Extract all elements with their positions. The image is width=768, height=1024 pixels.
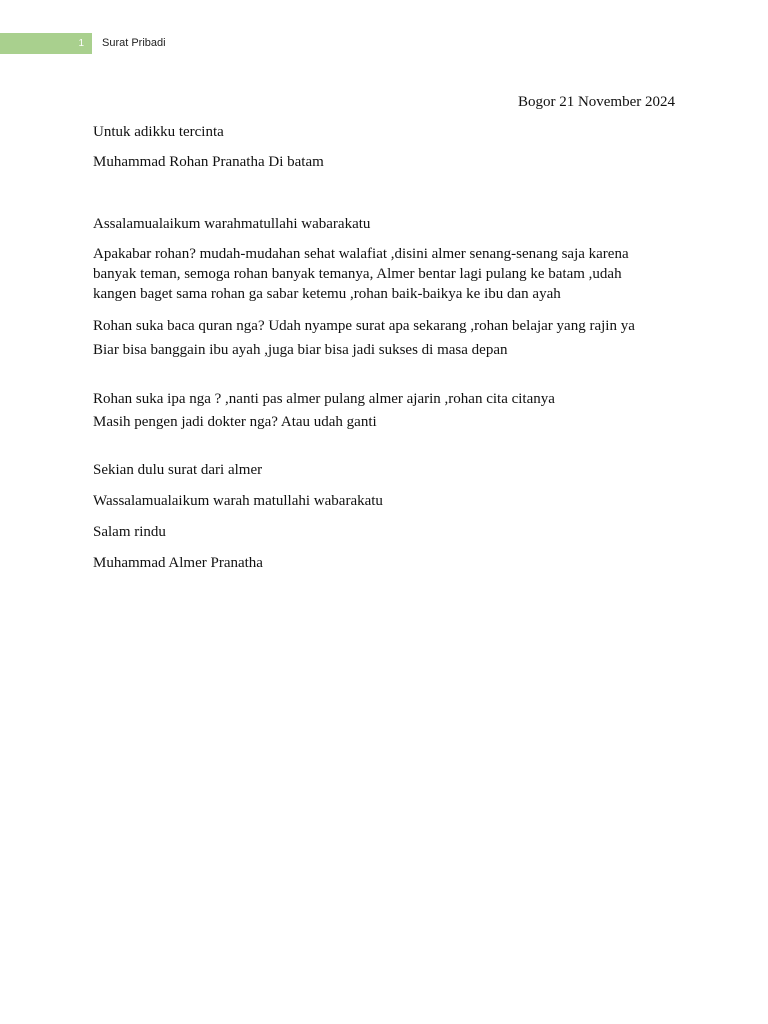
paragraph-1-line: Apakabar rohan? mudah-mudahan sehat walafiat ,disini almer senang-senang saja karena [93,246,629,262]
closing-line-1: Sekian dulu surat dari almer [93,462,263,478]
header-title: Surat Pribadi [102,37,166,49]
paragraph-1-line: kangen baget sama rohan ga sabar ketemu ,rohan baik-baikya ke ibu dan ayah [93,286,561,302]
closing-line-2: Wassalamualaikum warah matullahi wabarakatu [93,493,383,509]
greeting: Assalamualaikum warahmatullahi wabarakatu [93,216,371,232]
paragraph-3-line: Rohan suka ipa nga ? ,nanti pas almer pulang almer ajarin ,rohan cita citanya [93,391,555,407]
closing-line-3: Salam rindu [93,524,166,540]
to-line: Untuk adikku tercinta [93,124,224,140]
signature: Muhammad Almer Pranatha [93,555,263,571]
paragraph-3 [93,388,675,434]
paragraph-1-line: banyak teman, semoga rohan banyak temanya, Almer bentar lagi pulang ke batam ,udah [93,266,622,282]
letter-date: Bogor 21 November 2024 [517,94,675,110]
paragraph-1 [93,244,675,304]
letter-body [93,92,675,573]
recipient-line: Muhammad Rohan Pranatha Di batam [93,154,324,170]
paragraph-3-line: Masih pengen jadi dokter nga? Atau udah ganti [93,414,377,430]
paragraph-2-line: Biar bisa banggain ibu ayah ,juga biar bisa jadi sukses di masa depan [93,342,508,358]
paragraph-2 [93,314,675,362]
page-number: 1 [78,38,84,49]
paragraph-2-line: Rohan suka baca quran nga? Udah nyampe surat apa sekarang ,rohan belajar yang rajin ya [93,318,635,334]
